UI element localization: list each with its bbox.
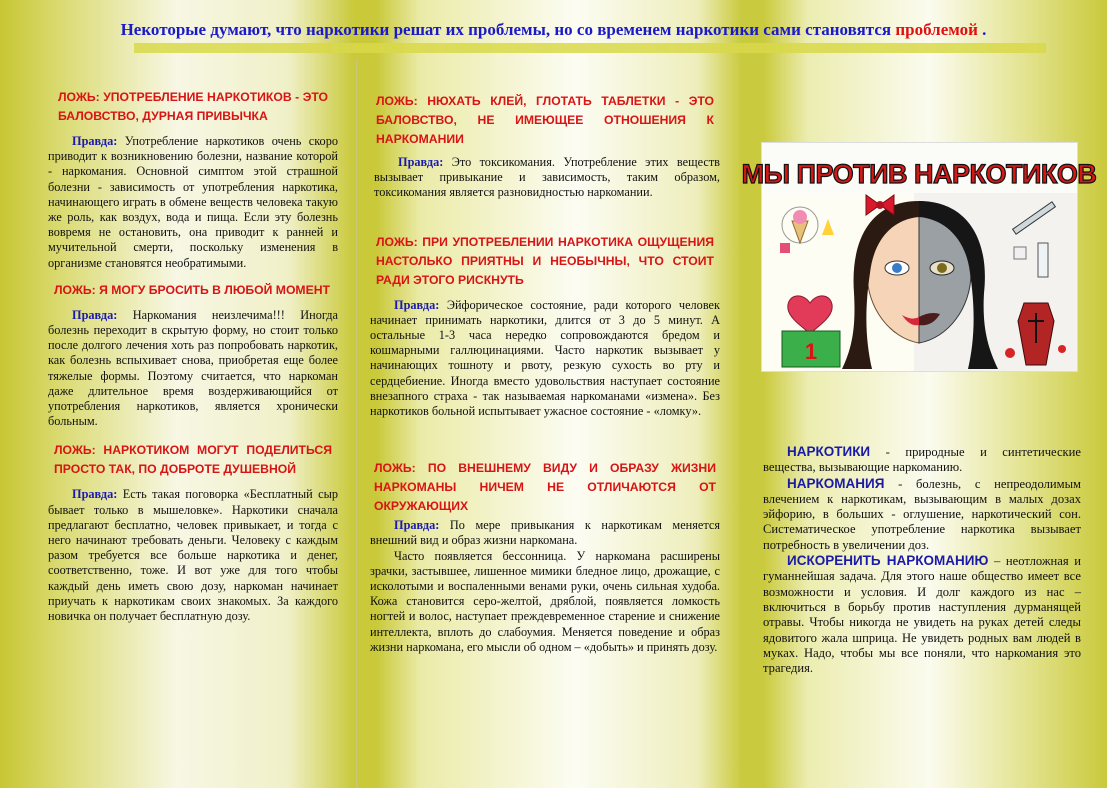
term-eradicate: ИСКОРЕНИТЬ НАРКОМАНИЮ bbox=[787, 553, 989, 569]
fold-line-right bbox=[737, 60, 738, 788]
truth-paragraph-4 bbox=[370, 155, 720, 201]
poster-drawing bbox=[741, 143, 1097, 371]
header bbox=[0, 20, 1107, 40]
truth-paragraph-2 bbox=[48, 308, 338, 430]
header-text bbox=[121, 20, 987, 39]
anti-drug-poster-image bbox=[741, 142, 1097, 372]
truth-paragraph-1 bbox=[48, 134, 338, 271]
truth-label: Правда: bbox=[398, 155, 444, 169]
definition-drugs bbox=[763, 444, 1081, 476]
truth-label: Правда: bbox=[72, 307, 118, 322]
term-addiction: НАРКОМАНИЯ bbox=[787, 475, 885, 491]
poster-title: МЫ ПРОТИВ НАРКОТИКОВ bbox=[741, 159, 1097, 189]
def-addiction: - болезнь, с непреодолимым влечением к наркотикам, вызывающим в малых дозах эйфорию, в больших - оглушение, наркотический сон. Систематическое употребление наркотика вызывает потребность в увеличении доз. bbox=[763, 476, 1081, 552]
lie-heading-6: ЛОЖЬ: ПО ВНЕШНЕМУ ВИДУ И ОБРАЗУ ЖИЗНИ НАРКОМАНЫ НИЧЕМ НЕ ОТЛИЧАЮТСЯ ОТ ОКРУЖАЮЩИХ bbox=[374, 461, 716, 514]
header-underline bbox=[134, 43, 1046, 53]
truth-label: Правда: bbox=[72, 134, 118, 148]
fold-line-left bbox=[356, 60, 357, 788]
truth-paragraph-6 bbox=[370, 518, 720, 548]
truth-paragraph-3 bbox=[48, 487, 338, 624]
lie-heading-2: ЛОЖЬ: Я МОГУ БРОСИТЬ В ЛЮБОЙ МОМЕНТ bbox=[54, 282, 330, 297]
poster-podium-number: 1 bbox=[804, 339, 818, 364]
truth-text-3: Есть такая поговорка «Бесплатный сыр бывает только в мышеловке». Наркотики сначала предлагают бесплатно, человек привыкает, и тогда с него начинают требовать деньги. Человеку с каждым разом требуется все больше наркотика и денег, соответственно, тоже. И вот уже для того чтобы каждый день иметь свою дозу, наркоман начинает приучать к наркотикам своих знакомых. За каждого новичка он получает бесплатную дозу. bbox=[48, 487, 339, 624]
truth-text-6: По мере привыкания к наркотикам меняется внешний вид и образ жизни наркомана. bbox=[370, 518, 720, 548]
truth-label: Правда: bbox=[394, 518, 440, 533]
definition-addiction bbox=[763, 476, 1081, 553]
truth-text-5: Эйфорическое состояние, ради которого человек начинает принимать наркотики, длится от 3 до 5 минут. А остальные 1-3 часа нередко сопровождаются бредом и кошмарными галлюцинациями. Часто наркотик вызывает у начинающих тошноту и рвоту, резкую сухость во рту и сердцебиение. Иногда вместо удовольствия наступает состояние внезапного страха - так называемая наркоманами «измена». Без наркотиков больной испытывает ужасное состояние - «ломку». bbox=[370, 297, 720, 419]
truth-paragraph-5 bbox=[370, 298, 720, 420]
column-3 bbox=[763, 444, 1081, 676]
truth-label: Правда: bbox=[394, 297, 440, 312]
lie-heading-3: ЛОЖЬ: НАРКОТИКОМ МОГУТ ПОДЕЛИТЬСЯ ПРОСТО ТАК, ПО ДОБРОТЕ ДУШЕВНОЙ bbox=[54, 443, 332, 477]
truth-label: Правда: bbox=[72, 487, 118, 502]
def-eradicate: – неотложная и гуманнейшая задача. Для этого наше общество имеет все возможности и условия. И долг каждого из нас – включиться в борьбу против наступления дурманящей отравы. Чтобы никогда не увидеть на руках детей следы ядовитого жала шприца. Не увидеть родных вам людей в муках. Надо, чтобы мы все поняли, что наркомания это трагедия. bbox=[763, 554, 1081, 676]
def-drugs: - природные и синтетические вещества, вызывающие наркоманию. bbox=[763, 445, 1081, 475]
truth-text-4: Это токсикомания. Употребление этих веществ вызывает привыкание и зависимость, таким образом, токсикомания является разновидностью наркомании. bbox=[374, 155, 720, 200]
truth-text-2: Наркомания неизлечима!!! Иногда болезнь переходит в скрытую форму, но стоит только после долгого лечения хоть раз попробовать наркотик, как болезнь вспыхивает снова, приобретая еще более тяжелые формы. Поэтому считается, что наркоман даже длительное время воздерживающийся от употребления наркотиков, является хронически больным. bbox=[48, 307, 338, 429]
lie-heading-5: ЛОЖЬ: ПРИ УПОТРЕБЛЕНИИ НАРКОТИКА ОЩУЩЕНИЯ НАСТОЛЬКО ПРИЯТНЫ И НЕОБЫЧНЫ, ЧТО СТОИТ РАДИ ЭТОГО РИСКНУТЬ bbox=[376, 234, 714, 287]
term-drugs: НАРКОТИКИ bbox=[787, 444, 871, 459]
truth-paragraph-6b: Часто появляется бессонница. У наркомана расширены зрачки, застывшее, лишенное мимики бледное лицо, дрожащие, с исколотыми и воспаленными венами руки, очень сильная худоба. Кожа становится серо-желтой, дряблой, появляется ломкость ногтей и волос, наступает преждевременное старение и снижение интеллекта, вплоть до слабоумия. Меняется поведение и образ жизни наркомана, его мысли об одном – «добыть» и принять дозу. bbox=[370, 548, 720, 654]
column-1 bbox=[48, 88, 338, 624]
lie-heading-1: ЛОЖЬ: УПОТРЕБЛЕНИЕ НАРКОТИКОВ - ЭТО БАЛОВСТВО, ДУРНАЯ ПРИВЫЧКА bbox=[58, 90, 328, 123]
truth-text-1: Употребление наркотиков очень скоро приводит к возникновению болезни, название которой - наркомания. Основной симптом этой страшной болезни - зависимость от употребления наркотика, начинающего играть в обмене веществ человека такую же роль, как воздух, вода и пища. Если эту болезнь вовремя не остановить, она приводит к ранней и мучительной смерти, поскольку изменения в организме становятся необратимыми. bbox=[48, 134, 339, 270]
lie-heading-4: ЛОЖЬ: НЮХАТЬ КЛЕЙ, ГЛОТАТЬ ТАБЛЕТКИ - ЭТО БАЛОВСТВО, НЕ ИМЕЮЩЕЕ ОТНОШЕНИЯ К НАРКОМАНИИ bbox=[376, 94, 714, 146]
header-end: . bbox=[977, 20, 987, 39]
column-2 bbox=[370, 92, 720, 655]
header-main: Некоторые думают, что наркотики решат их проблемы, но со временем наркотики сами становятся bbox=[120, 20, 892, 39]
definition-eradicate bbox=[763, 553, 1081, 676]
header-red-word: проблемой bbox=[895, 20, 978, 39]
